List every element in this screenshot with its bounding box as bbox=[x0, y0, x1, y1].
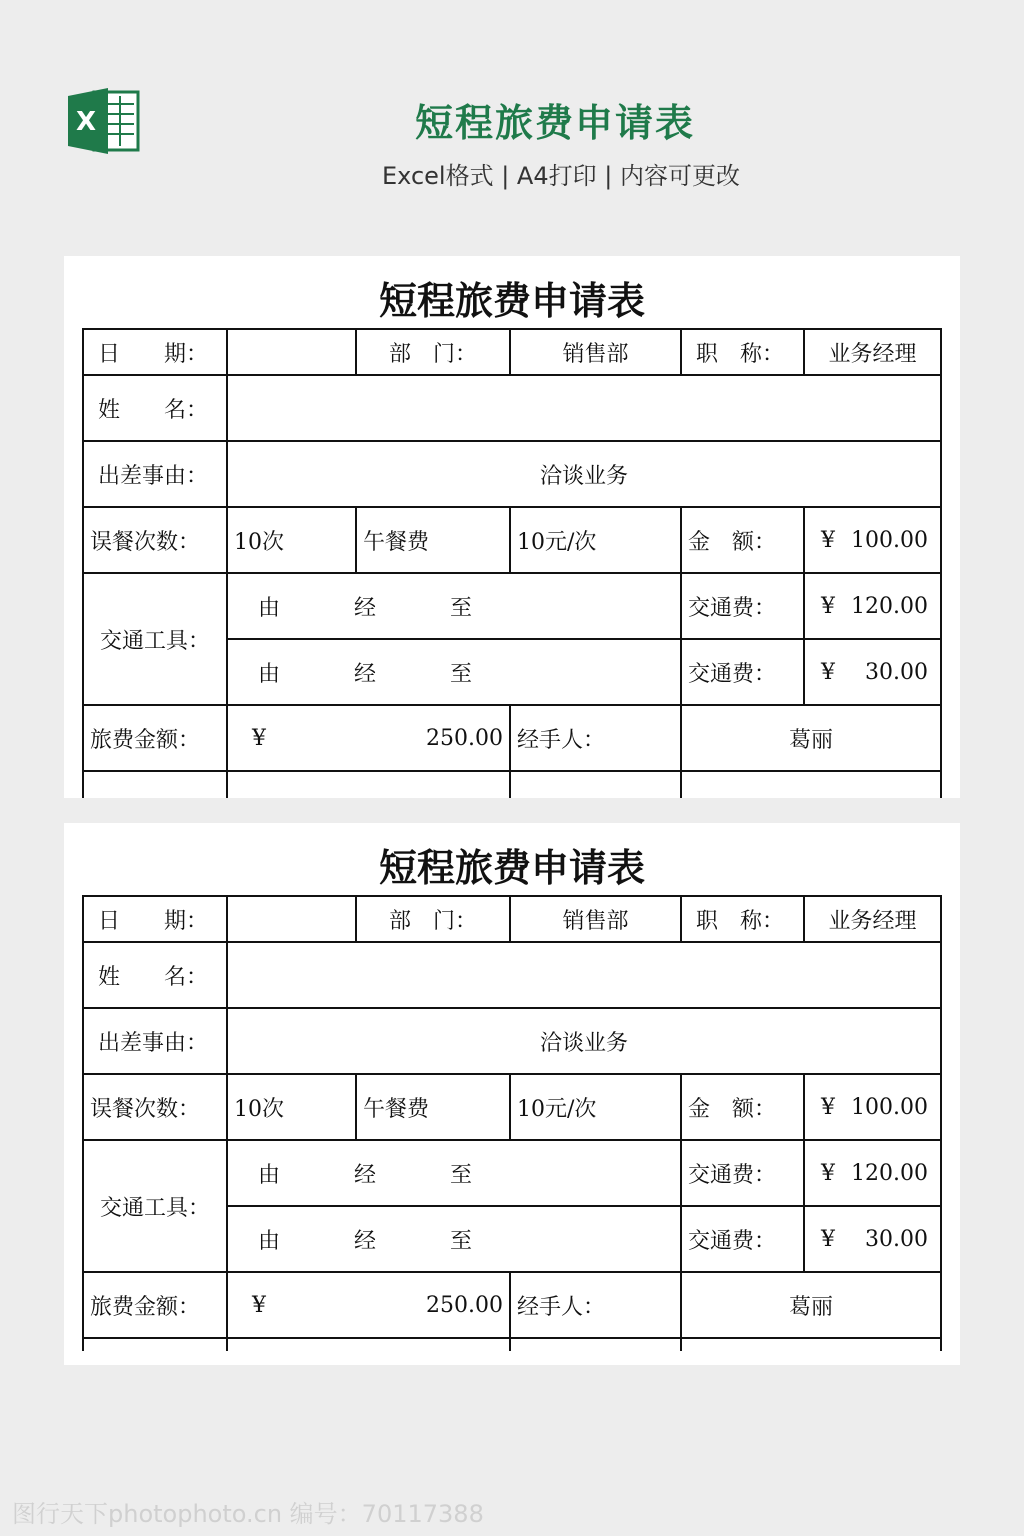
meal-fee-label: 午餐费 bbox=[355, 1073, 511, 1141]
reason-field[interactable]: 洽谈业务 bbox=[226, 1007, 942, 1075]
transport-fee-field-2[interactable] bbox=[803, 1205, 942, 1273]
currency-symbol: ¥ bbox=[252, 725, 266, 751]
route-via: 经 bbox=[354, 661, 377, 687]
total-label: 旅费金额： bbox=[82, 704, 228, 772]
table-continuation-line bbox=[680, 1337, 682, 1351]
name-field[interactable] bbox=[226, 941, 942, 1009]
table-continuation-line bbox=[82, 1337, 84, 1351]
table-continuation-line bbox=[226, 770, 228, 798]
route-from: 由 bbox=[258, 661, 281, 687]
currency-symbol: ¥ bbox=[252, 1292, 266, 1318]
meal-fee-label: 午餐费 bbox=[355, 506, 511, 574]
form-sheet bbox=[64, 823, 960, 1365]
transport-fee-value-2: 30.00 bbox=[865, 1226, 928, 1252]
route-to: 至 bbox=[450, 1228, 473, 1254]
transport-fee-field-1[interactable] bbox=[803, 572, 942, 640]
amount-value: 100.00 bbox=[851, 527, 928, 553]
route-from: 由 bbox=[258, 595, 281, 621]
reason-label: 出差事由： bbox=[82, 1007, 228, 1075]
position-label: 职 称： bbox=[680, 328, 805, 376]
route-from: 由 bbox=[258, 1228, 281, 1254]
meal-rate-field[interactable]: 10元/次 bbox=[509, 1073, 682, 1141]
position-field[interactable]: 业务经理 bbox=[803, 328, 942, 376]
meal-rate-field[interactable]: 10元/次 bbox=[509, 506, 682, 574]
dept-field[interactable]: 销售部 bbox=[509, 895, 682, 943]
route-field-2[interactable] bbox=[226, 638, 682, 706]
amount-label: 金 额： bbox=[680, 1073, 805, 1141]
handler-field[interactable]: 葛丽 bbox=[680, 1271, 942, 1339]
total-label: 旅费金额： bbox=[82, 1271, 228, 1339]
table-continuation-line bbox=[680, 770, 682, 798]
route-to: 至 bbox=[450, 1162, 473, 1188]
svg-text:X: X bbox=[75, 107, 97, 137]
currency-symbol: ¥ bbox=[821, 1160, 835, 1186]
meals-label: 误餐次数： bbox=[82, 506, 228, 574]
name-label: 姓 名： bbox=[82, 941, 228, 1009]
name-field[interactable] bbox=[226, 374, 942, 442]
transport-fee-label-2: 交通费： bbox=[680, 638, 805, 706]
reason-field[interactable]: 洽谈业务 bbox=[226, 440, 942, 508]
form-sheet bbox=[64, 256, 960, 798]
transport-label: 交通工具： bbox=[82, 572, 228, 706]
total-field[interactable] bbox=[226, 704, 511, 772]
transport-label: 交通工具： bbox=[82, 1139, 228, 1273]
route-via: 经 bbox=[354, 1162, 377, 1188]
route-field-1[interactable] bbox=[226, 1139, 682, 1207]
total-field[interactable] bbox=[226, 1271, 511, 1339]
transport-fee-label-1: 交通费： bbox=[680, 572, 805, 640]
header-subtitle: Excel格式 | A4打印 | 内容可更改 bbox=[382, 162, 740, 190]
dept-field[interactable]: 销售部 bbox=[509, 328, 682, 376]
form-title: 短程旅费申请表 bbox=[378, 278, 645, 323]
transport-fee-field-2[interactable] bbox=[803, 638, 942, 706]
route-from: 由 bbox=[258, 1162, 281, 1188]
handler-field[interactable]: 葛丽 bbox=[680, 704, 942, 772]
currency-symbol: ¥ bbox=[821, 527, 835, 553]
watermark: 图行天下photophoto.cn 编号：70117388 bbox=[12, 1500, 484, 1528]
date-field[interactable] bbox=[226, 895, 357, 943]
name-label: 姓 名： bbox=[82, 374, 228, 442]
transport-fee-value-1: 120.00 bbox=[851, 593, 928, 619]
total-value: 250.00 bbox=[426, 725, 503, 751]
reason-label: 出差事由： bbox=[82, 440, 228, 508]
meals-count-field[interactable]: 10次 bbox=[226, 506, 357, 574]
route-field-2[interactable] bbox=[226, 1205, 682, 1273]
form-title: 短程旅费申请表 bbox=[378, 845, 645, 890]
route-field-1[interactable] bbox=[226, 572, 682, 640]
route-to: 至 bbox=[450, 661, 473, 687]
meals-count-field[interactable]: 10次 bbox=[226, 1073, 357, 1141]
amount-field[interactable] bbox=[803, 1073, 942, 1141]
route-to: 至 bbox=[450, 595, 473, 621]
transport-fee-value-2: 30.00 bbox=[865, 659, 928, 685]
currency-symbol: ¥ bbox=[821, 593, 835, 619]
transport-fee-label-1: 交通费： bbox=[680, 1139, 805, 1207]
position-field[interactable]: 业务经理 bbox=[803, 895, 942, 943]
amount-value: 100.00 bbox=[851, 1094, 928, 1120]
table-continuation-line bbox=[226, 1337, 228, 1351]
currency-symbol: ¥ bbox=[821, 659, 835, 685]
transport-fee-label-2: 交通费： bbox=[680, 1205, 805, 1273]
table-continuation-line bbox=[940, 770, 942, 798]
route-via: 经 bbox=[354, 1228, 377, 1254]
table-continuation-line bbox=[509, 1337, 511, 1351]
amount-label: 金 额： bbox=[680, 506, 805, 574]
transport-fee-field-1[interactable] bbox=[803, 1139, 942, 1207]
header-title: 短程旅费申请表 bbox=[414, 101, 695, 145]
date-label: 日 期： bbox=[82, 328, 228, 376]
total-value: 250.00 bbox=[426, 1292, 503, 1318]
date-field[interactable] bbox=[226, 328, 357, 376]
dept-label: 部 门： bbox=[355, 328, 511, 376]
meals-label: 误餐次数： bbox=[82, 1073, 228, 1141]
handler-label: 经手人： bbox=[509, 704, 682, 772]
position-label: 职 称： bbox=[680, 895, 805, 943]
transport-fee-value-1: 120.00 bbox=[851, 1160, 928, 1186]
currency-symbol: ¥ bbox=[821, 1094, 835, 1120]
currency-symbol: ¥ bbox=[821, 1226, 835, 1252]
dept-label: 部 门： bbox=[355, 895, 511, 943]
table-continuation-line bbox=[509, 770, 511, 798]
route-via: 经 bbox=[354, 595, 377, 621]
table-continuation-line bbox=[940, 1337, 942, 1351]
amount-field[interactable] bbox=[803, 506, 942, 574]
table-continuation-line bbox=[82, 770, 84, 798]
handler-label: 经手人： bbox=[509, 1271, 682, 1339]
date-label: 日 期： bbox=[82, 895, 228, 943]
